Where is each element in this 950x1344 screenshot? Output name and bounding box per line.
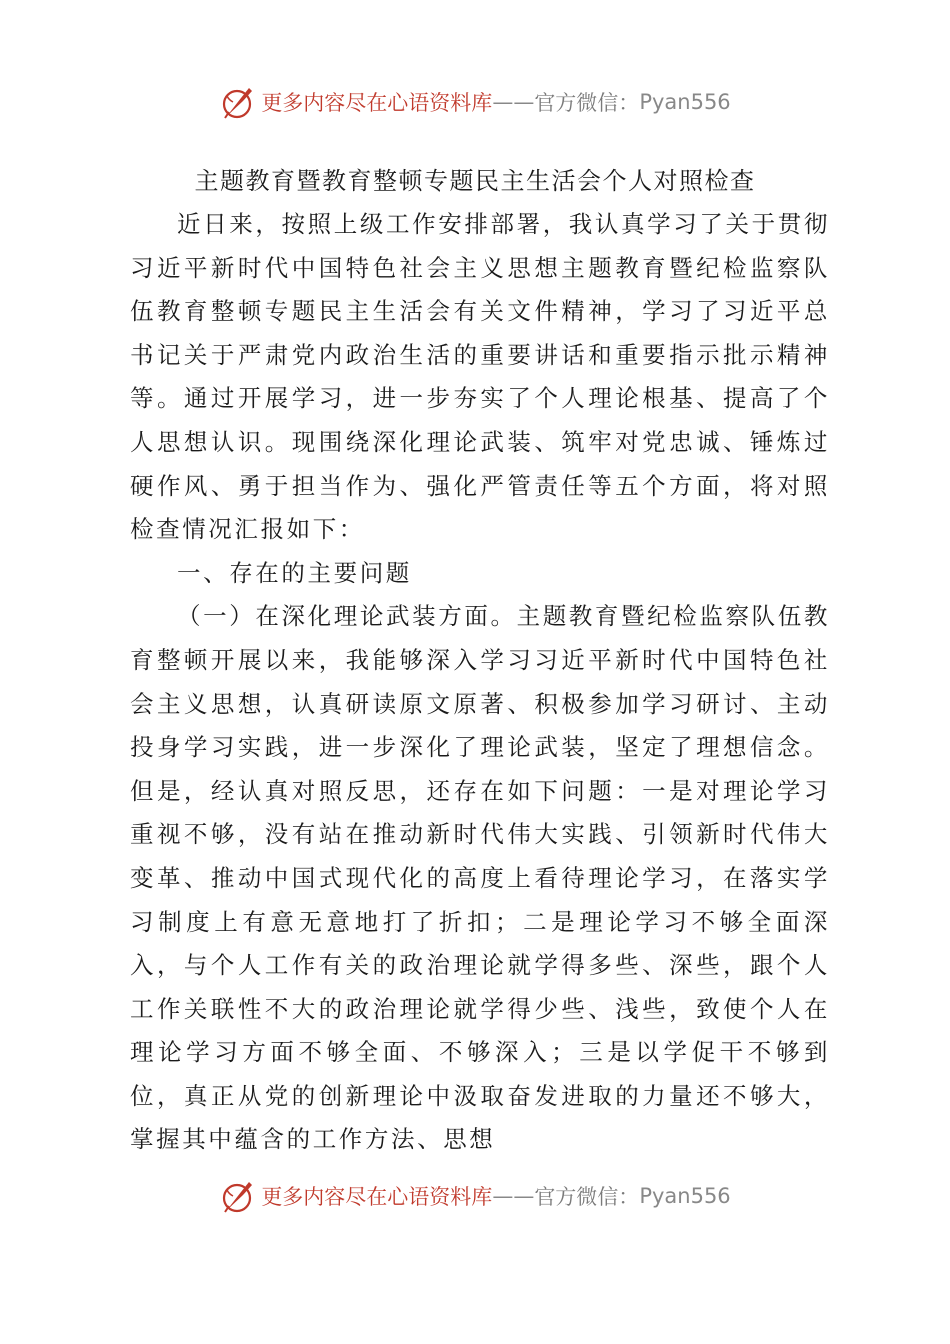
- quill-pen-logo-icon: [219, 82, 259, 122]
- footer-separator: ——: [492, 1184, 535, 1208]
- footer-wechat-label: 官方微信：: [534, 1185, 640, 1209]
- header-separator: ——: [492, 90, 535, 114]
- footer-promo-text: 更多内容尽在心语资料库: [261, 1185, 493, 1209]
- footer-wechat-id: Pyan556: [639, 1184, 731, 1208]
- document-body: [130, 203, 830, 1162]
- section-heading-main-problems: 一、存在的主要问题: [177, 558, 412, 587]
- footer-banner: [0, 1176, 950, 1216]
- header-wechat-id: Pyan556: [639, 90, 731, 114]
- theory-arming-paragraph: （一）在深化理论武装方面。主题教育暨纪检监察队伍教育整顿开展以来，我能够深入学习习近平新时代中国特色社会主义思想，认真研读原文原著、积极参加学习研讨、主动投身学习实践，进一步深化了理论武装，坚定了理想信念。但是，经认真对照反思，还存在如下问题：一是对理论学习重视不够，没有站在推动新时代伟大实践、引领新时代伟大变革、推动中国式现代化的高度上看待理论学习，在落实学习制度上有意无意地打了折扣；二是理论学习不够全面深入，与个人工作有关的政治理论就学得多些、深些，跟个人工作关联性不大的政治理论就学得少些、浅些，致使个人在理论学习方面不够全面、不够深入；三是以学促干不够到位，真正从党的创新理论中汲取奋发进取的力量还不够大，掌握其中蕴含的工作方法、思想: [130, 602, 830, 1154]
- header-promo-text: 更多内容尽在心语资料库: [261, 91, 493, 115]
- quill-pen-logo-icon: [219, 1176, 259, 1216]
- intro-paragraph: 近日来，按照上级工作安排部署，我认真学习了关于贯彻习近平新时代中国特色社会主义思想主题教育暨纪检监察队伍教育整顿专题民主生活会有关文件精神，学习了习近平总书记关于严肃党内政治生活的重要讲话和重要指示批示精神等。通过开展学习，进一步夯实了个人理论根基、提高了个人思想认识。现围绕深化理论武装、筑牢对党忠诚、锤炼过硬作风、勇于担当作为、强化严管责任等五个方面，将对照检查情况汇报如下：: [130, 210, 830, 544]
- header-wechat-label: 官方微信：: [534, 91, 640, 115]
- document-title: 主题教育暨教育整顿专题民主生活会个人对照检查: [194, 167, 756, 195]
- header-banner: [0, 82, 950, 122]
